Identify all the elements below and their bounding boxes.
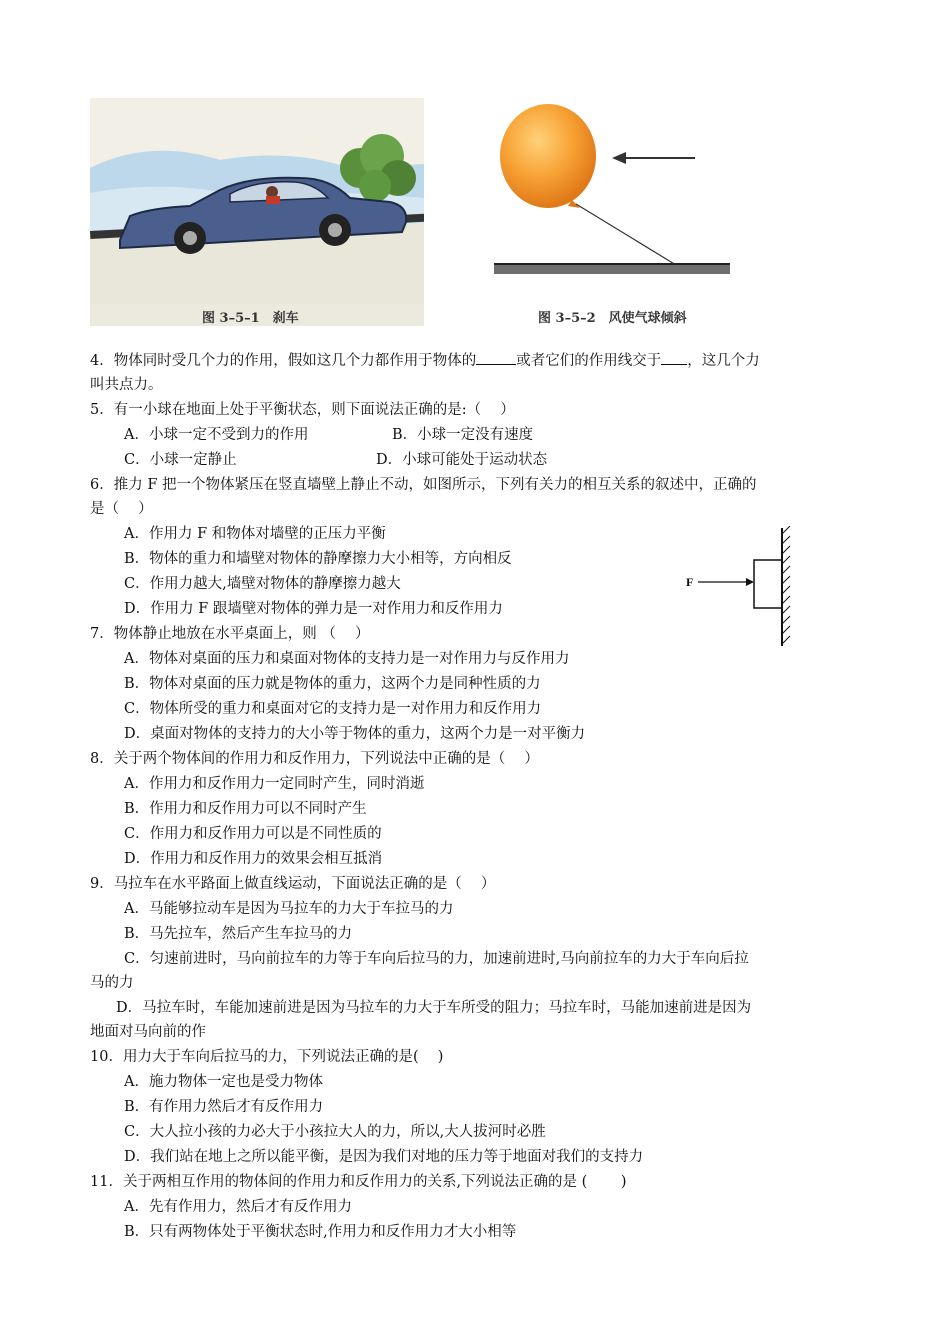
q6-option-b[interactable]: B．物体的重力和墙壁对物体的静摩擦力大小相等，方向相反 <box>124 551 512 567</box>
q5-option-c[interactable]: C．小球一定静止 <box>124 452 237 468</box>
q7-option-c[interactable]: C．物体所受的重力和桌面对它的支持力是一对作用力和反作用力 <box>124 701 542 717</box>
q9-option-b[interactable]: B．马先拉车，然后产生车拉马的力 <box>124 926 353 942</box>
q10-option-d[interactable]: D．我们站在地上之所以能平衡，是因为我们对地的压力等于地面对我们的支持力 <box>124 1149 644 1165</box>
force-arrow-icon <box>698 578 754 586</box>
force-label: F <box>686 575 694 589</box>
ground-line <box>494 264 730 274</box>
balloon-illustration <box>490 98 740 304</box>
question-11-stem: 11．关于两相互作用的物体间的作用力和反作用力的关系,下列说法正确的是 ( ) <box>90 1174 627 1190</box>
string-line <box>576 204 676 265</box>
figure-caption-braking: 图 3–5–1 刹车 <box>202 311 299 326</box>
q9-option-c-line2: 马的力 <box>90 975 134 991</box>
q8-option-b[interactable]: B．作用力和反作用力可以不同时产生 <box>124 801 367 817</box>
q4-text-post: ，这几个力 <box>687 353 760 369</box>
q8-option-a[interactable]: A．作用力和反作用力一定同时产生，同时消逝 <box>124 776 425 792</box>
q5-option-b[interactable]: B．小球一定没有速度 <box>392 427 534 443</box>
q7-option-a[interactable]: A．物体对桌面的压力和桌面对物体的支持力是一对作用力与反作用力 <box>124 651 570 667</box>
q11-option-b[interactable]: B．只有两物体处于平衡状态时,作用力和反作用力才大小相等 <box>124 1224 517 1240</box>
block-shape <box>754 560 782 608</box>
q9-option-a[interactable]: A．马能够拉动车是因为马拉车的力大于车拉马的力 <box>124 901 454 917</box>
question-7-stem: 7．物体静止地放在水平桌面上，则 （ ） <box>90 626 370 642</box>
figure-caption-balloon: 图 3–5–2 风使气球倾斜 <box>538 311 687 326</box>
q5-option-d[interactable]: D．小球可能处于运动状态 <box>376 452 548 468</box>
question-4 <box>90 348 860 374</box>
question-10-stem: 10．用力大于车向后拉马的力，下列说法正确的是( ) <box>90 1049 444 1065</box>
question-6-stem-line2: 是（ ） <box>90 501 153 517</box>
wind-arrow-icon <box>612 152 695 164</box>
q8-option-d[interactable]: D．作用力和反作用力的效果会相互抵消 <box>124 851 383 867</box>
q7-option-b[interactable]: B．物体对桌面的压力就是物体的重力，这两个力是同种性质的力 <box>124 676 541 692</box>
figures-row <box>90 98 740 328</box>
balloon-icon <box>500 104 596 208</box>
figure-braking-car <box>90 98 424 326</box>
q7-option-d[interactable]: D．桌面对物体的支持力的大小等于物体的重力，这两个力是一对平衡力 <box>124 726 586 742</box>
q10-option-b[interactable]: B．有作用力然后才有反作用力 <box>124 1099 324 1115</box>
q4-text-mid: 或者它们的作用线交于 <box>516 353 662 369</box>
question-8-stem: 8．关于两个物体间的作用力和反作用力，下列说法中正确的是（ ） <box>90 751 539 767</box>
q6-option-c[interactable]: C．作用力越大,墙壁对物体的静摩擦力越大 <box>124 576 401 592</box>
q4-text-pre: 4．物体同时受几个力的作用，假如这几个力都作用于物体的 <box>90 353 477 369</box>
car-illustration <box>90 98 424 304</box>
q11-option-a[interactable]: A．先有作用力，然后才有反作用力 <box>124 1199 352 1215</box>
q4-blank-1[interactable] <box>476 348 516 365</box>
q4-blank-2[interactable] <box>661 348 687 365</box>
question-6-stem: 6．推力 F 把一个物体紧压在竖直墙壁上静止不动，如图所示，下列有关力的相互关系的叙述中，正确的 <box>90 477 757 493</box>
q10-option-a[interactable]: A．施力物体一定也是受力物体 <box>124 1074 323 1090</box>
q9-option-d[interactable]: D．马拉车时，车能加速前进是因为马拉车的力大于车所受的阻力；马拉车时，马能加速前进是因为 <box>116 1000 752 1016</box>
figure-balloon-tilted <box>490 98 740 326</box>
q9-option-c[interactable]: C．匀速前进时，马向前拉车的力等于车向后拉马的力，加速前进时,马向前拉车的力大于车向后拉 <box>124 951 749 967</box>
q6-option-a[interactable]: A．作用力 F 和物体对墙壁的正压力平衡 <box>124 526 386 542</box>
q10-option-c[interactable]: C．大人拉小孩的力必大于小孩拉大人的力，所以,大人拔河时必胜 <box>124 1124 546 1140</box>
question-9-stem: 9．马拉车在水平路面上做直线运动，下面说法正确的是（ ） <box>90 876 496 892</box>
q6-option-d[interactable]: D．作用力 F 跟墙壁对物体的弹力是一对作用力和反作用力 <box>124 601 503 617</box>
question-4-line2: 叫共点力。 <box>90 377 163 393</box>
q8-option-c[interactable]: C．作用力和反作用力可以是不同性质的 <box>124 826 382 842</box>
q5-option-a[interactable]: A．小球一定不受到力的作用 <box>124 427 309 443</box>
question-5-stem: 5．有一小球在地面上处于平衡状态，则下面说法正确的是:（ ） <box>90 402 515 418</box>
q9-option-d-line2: 地面对马向前的作 <box>90 1024 206 1040</box>
